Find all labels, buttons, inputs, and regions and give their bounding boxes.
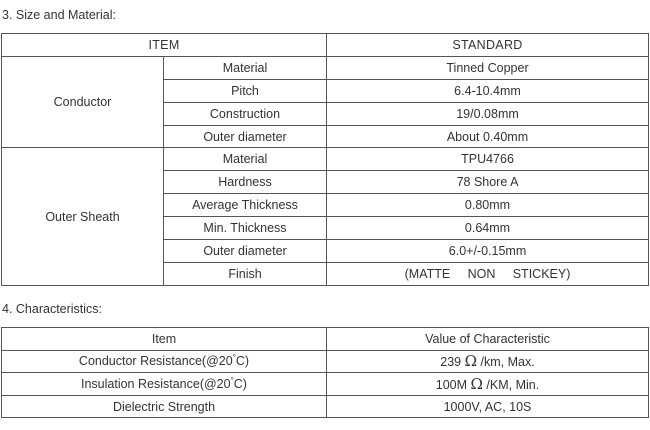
property-cell: Outer diameter bbox=[164, 125, 327, 148]
table-header-row bbox=[2, 34, 649, 57]
ohm-symbol: Ω bbox=[464, 352, 478, 371]
value-cell: 0.80mm bbox=[327, 194, 649, 217]
value-cell: 6.4-10.4mm bbox=[327, 79, 649, 102]
group-label-outer-sheath: Outer Sheath bbox=[2, 148, 164, 285]
value-cell: 239 Ω /km, Max. bbox=[327, 350, 649, 373]
value-cell: 1000V, AC, 10S bbox=[327, 395, 649, 418]
property-cell: Construction bbox=[164, 102, 327, 125]
value-cell: 19/0.08mm bbox=[327, 102, 649, 125]
property-cell: Pitch bbox=[164, 79, 327, 102]
value-cell: TPU4766 bbox=[327, 148, 649, 171]
property-cell: Average Thickness bbox=[164, 194, 327, 217]
property-cell: Material bbox=[164, 56, 327, 79]
header-value: Value of Characteristic bbox=[327, 328, 649, 351]
item-cell: Conductor Resistance(@20°C) bbox=[2, 350, 327, 373]
property-cell: Min. Thickness bbox=[164, 217, 327, 240]
value-cell: (MATTE NON STICKEY) bbox=[327, 262, 649, 285]
table-row bbox=[2, 56, 649, 79]
property-cell: Material bbox=[164, 148, 327, 171]
header-item: Item bbox=[2, 328, 327, 351]
degree-symbol: ° bbox=[230, 375, 234, 385]
section-4-heading: 4. Characteristics: bbox=[2, 302, 103, 316]
property-cell: Finish bbox=[164, 262, 327, 285]
header-item: ITEM bbox=[2, 34, 327, 57]
item-cell: Insulation Resistance(@20°C) bbox=[2, 373, 327, 396]
table-row bbox=[2, 395, 649, 418]
value-cell: 0.64mm bbox=[327, 217, 649, 240]
characteristics-table bbox=[1, 327, 649, 418]
value-cell: Tinned Copper bbox=[327, 56, 649, 79]
value-cell: 100M Ω /KM, Min. bbox=[327, 373, 649, 396]
table-header-row bbox=[2, 328, 649, 351]
table-row bbox=[2, 373, 649, 396]
value-cell: About 0.40mm bbox=[327, 125, 649, 148]
header-standard: STANDARD bbox=[327, 34, 649, 57]
degree-symbol: ° bbox=[232, 353, 236, 363]
ohm-symbol: Ω bbox=[470, 374, 483, 393]
value-cell: 6.0+/-0.15mm bbox=[327, 240, 649, 263]
property-cell: Outer diameter bbox=[164, 240, 327, 263]
table-row bbox=[2, 148, 649, 171]
size-material-table bbox=[1, 33, 649, 286]
section-3-heading: 3. Size and Material: bbox=[2, 8, 116, 22]
value-cell: 78 Shore A bbox=[327, 171, 649, 194]
item-cell: Dielectric Strength bbox=[2, 395, 327, 418]
property-cell: Hardness bbox=[164, 171, 327, 194]
group-label-conductor: Conductor bbox=[2, 56, 164, 148]
table-row bbox=[2, 350, 649, 373]
